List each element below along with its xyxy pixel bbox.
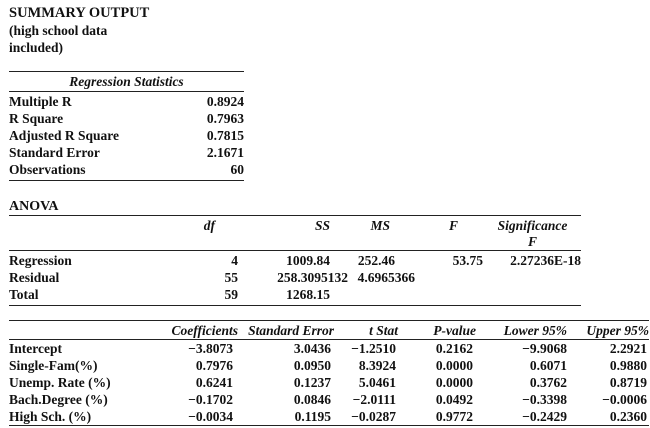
anova-row-label: Total xyxy=(9,287,39,302)
coef-t-stat: 5.0461 xyxy=(358,375,396,390)
stat-label: Multiple R xyxy=(9,94,72,109)
coef-t-stat: −0.0287 xyxy=(351,409,396,424)
coef-upper-95: −0.0006 xyxy=(602,392,647,407)
anova-significance: 2.27236E-18 xyxy=(510,253,581,268)
anova-header-ms: MS xyxy=(370,218,390,233)
coef-value: −3.8073 xyxy=(188,341,233,356)
stat-value: 0.7815 xyxy=(206,128,244,143)
coef-t-stat: −2.0111 xyxy=(352,392,396,407)
coef-upper-95: 0.2360 xyxy=(609,409,647,424)
coef-lower-95: −9.9068 xyxy=(522,341,567,356)
coef-upper-95: 0.8719 xyxy=(609,375,647,390)
coef-p-value: 0.2162 xyxy=(435,341,473,356)
header-rule xyxy=(9,91,244,92)
coef-lower-95: 0.6071 xyxy=(529,358,567,373)
summary-subtitle-line1: (high school data xyxy=(9,23,108,38)
anova-ss: 258.3095132 xyxy=(277,270,348,285)
coef-p-value: 0.0000 xyxy=(435,358,473,373)
summary-subtitle-line2: included) xyxy=(9,40,64,55)
stat-value: 2.1671 xyxy=(206,145,244,160)
coef-upper-95: 2.2921 xyxy=(609,341,647,356)
anova-header-ss: SS xyxy=(314,218,330,233)
coef-p-value: 0.9772 xyxy=(435,409,473,424)
anova-ss: 1009.84 xyxy=(286,253,330,268)
table-row xyxy=(0,269,650,286)
anova-ms: 4.6965366 xyxy=(357,270,415,285)
coef-header-lower-95: Lower 95% xyxy=(503,323,567,338)
stat-label: R Square xyxy=(9,111,64,126)
summary-title: SUMMARY OUTPUT xyxy=(9,5,150,21)
coef-value: 0.6241 xyxy=(195,375,233,390)
stat-label: Adjusted R Square xyxy=(9,128,120,143)
table-bottom-rule xyxy=(9,305,581,306)
coef-standard-error: 0.0950 xyxy=(293,358,331,373)
coef-header-p-value: P-value xyxy=(433,323,476,338)
anova-df: 55 xyxy=(224,270,238,285)
table-row xyxy=(0,340,650,357)
table-row xyxy=(0,391,650,408)
coef-header-coefficients: Coefficients xyxy=(171,323,238,338)
table-row xyxy=(0,93,650,110)
anova-ss: 1268.15 xyxy=(286,287,330,302)
table-row xyxy=(0,110,650,127)
table-row xyxy=(0,161,650,178)
anova-row-label: Residual xyxy=(9,270,60,285)
coef-standard-error: 0.1195 xyxy=(294,409,331,424)
stat-label: Observations xyxy=(9,162,86,177)
anova-header-f: F xyxy=(448,218,458,233)
anova-f: 53.75 xyxy=(452,253,483,268)
anova-df: 4 xyxy=(231,253,238,268)
coef-lower-95: −0.2429 xyxy=(522,409,567,424)
table-top-rule xyxy=(9,71,244,72)
stat-value: 60 xyxy=(230,162,244,177)
coef-p-value: 0.0492 xyxy=(435,392,473,407)
coef-lower-95: 0.3762 xyxy=(529,375,567,390)
coef-value: −0.0034 xyxy=(188,409,233,424)
coef-t-stat: −1.2510 xyxy=(351,341,396,356)
coef-header-t-stat: t Stat xyxy=(369,323,398,338)
table-row xyxy=(0,144,650,161)
coef-row-label: Bach.Degree (%) xyxy=(9,392,108,407)
coef-t-stat: 8.3924 xyxy=(358,358,396,373)
table-row xyxy=(0,357,650,374)
coef-value: 0.7976 xyxy=(195,358,233,373)
coef-standard-error: 0.0846 xyxy=(293,392,331,407)
table-row xyxy=(0,374,650,391)
coef-row-label: Intercept xyxy=(9,341,62,356)
coef-lower-95: −0.3398 xyxy=(522,392,567,407)
table-row xyxy=(0,252,650,269)
coef-standard-error: 3.0436 xyxy=(293,341,331,356)
anova-header-significance-f: F xyxy=(527,234,537,249)
table-top-rule xyxy=(9,215,581,216)
table-bottom-rule xyxy=(9,425,649,426)
anova-header-df: df xyxy=(203,218,215,233)
coef-header-standard-error: Standard Error xyxy=(248,323,334,338)
coef-standard-error: 0.1237 xyxy=(293,375,331,390)
anova-header-significance: Significance xyxy=(497,218,568,233)
coef-row-label: High Sch. (%) xyxy=(9,409,92,424)
anova-title: ANOVA xyxy=(9,199,59,214)
anova-df: 59 xyxy=(224,287,238,302)
header-rule xyxy=(9,250,581,251)
anova-ms: 252.46 xyxy=(357,253,395,268)
coef-header-upper-95: Upper 95% xyxy=(586,323,649,338)
anova-row-label: Regression xyxy=(9,253,72,268)
stat-value: 0.7963 xyxy=(206,111,244,126)
table-bottom-rule xyxy=(9,180,244,181)
regression-statistics-header: Regression Statistics xyxy=(69,74,184,89)
coef-p-value: 0.0000 xyxy=(435,375,473,390)
coef-row-label: Unemp. Rate (%) xyxy=(9,375,111,390)
table-row xyxy=(0,127,650,144)
table-top-rule xyxy=(9,320,649,321)
stat-label: Standard Error xyxy=(9,145,100,160)
coef-value: −0.1702 xyxy=(188,392,233,407)
table-row xyxy=(0,408,650,425)
coef-upper-95: 0.9880 xyxy=(609,358,647,373)
coef-row-label: Single-Fam(%) xyxy=(9,358,98,373)
table-row xyxy=(0,286,650,303)
stat-value: 0.8924 xyxy=(206,94,244,109)
